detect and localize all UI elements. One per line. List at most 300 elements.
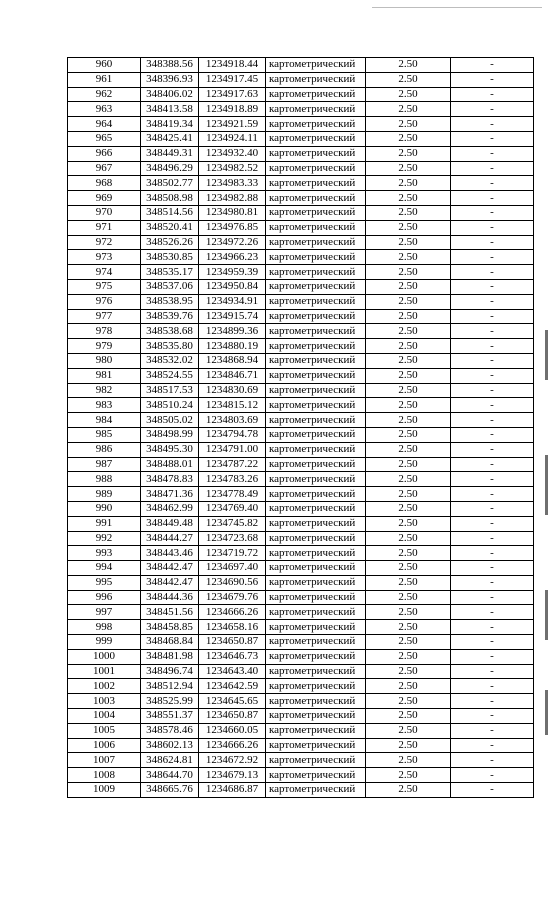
accuracy-cell: 2.50 [366, 709, 451, 724]
accuracy-cell: 2.50 [366, 442, 451, 457]
table-row [68, 220, 534, 235]
method-cell: картометрический [266, 605, 366, 620]
y-coordinate-cell: 1234783.26 [199, 472, 266, 487]
point-number-cell: 970 [68, 205, 141, 220]
point-number-cell: 988 [68, 472, 141, 487]
table-row [68, 427, 534, 442]
method-cell: картометрический [266, 679, 366, 694]
table-row [68, 353, 534, 368]
x-coordinate-cell: 348530.85 [141, 250, 199, 265]
table-body [68, 58, 534, 798]
top-rule [372, 7, 542, 8]
method-cell: картометрический [266, 472, 366, 487]
point-number-cell: 980 [68, 353, 141, 368]
accuracy-cell: 2.50 [366, 635, 451, 650]
x-coordinate-cell: 348525.99 [141, 694, 199, 709]
point-number-cell: 999 [68, 635, 141, 650]
point-number-cell: 1006 [68, 738, 141, 753]
y-coordinate-cell: 1234917.63 [199, 87, 266, 102]
description-cell: - [451, 649, 534, 664]
description-cell: - [451, 635, 534, 650]
accuracy-cell: 2.50 [366, 265, 451, 280]
point-number-cell: 1001 [68, 664, 141, 679]
table-row [68, 161, 534, 176]
accuracy-cell: 2.50 [366, 279, 451, 294]
x-coordinate-cell: 348496.74 [141, 664, 199, 679]
x-coordinate-cell: 348502.77 [141, 176, 199, 191]
y-coordinate-cell: 1234830.69 [199, 383, 266, 398]
method-cell: картометрический [266, 58, 366, 73]
method-cell: картометрический [266, 635, 366, 650]
accuracy-cell: 2.50 [366, 664, 451, 679]
method-cell: картометрический [266, 442, 366, 457]
description-cell: - [451, 353, 534, 368]
method-cell: картометрический [266, 294, 366, 309]
y-coordinate-cell: 1234815.12 [199, 398, 266, 413]
table-row [68, 87, 534, 102]
method-cell: картометрический [266, 102, 366, 117]
x-coordinate-cell: 348458.85 [141, 620, 199, 635]
description-cell: - [451, 738, 534, 753]
point-number-cell: 983 [68, 398, 141, 413]
x-coordinate-cell: 348512.94 [141, 679, 199, 694]
x-coordinate-cell: 348478.83 [141, 472, 199, 487]
method-cell: картометрический [266, 117, 366, 132]
description-cell: - [451, 620, 534, 635]
y-coordinate-cell: 1234846.71 [199, 368, 266, 383]
method-cell: картометрический [266, 649, 366, 664]
y-coordinate-cell: 1234642.59 [199, 679, 266, 694]
table-row [68, 664, 534, 679]
description-cell: - [451, 383, 534, 398]
description-cell: - [451, 546, 534, 561]
description-cell: - [451, 324, 534, 339]
x-coordinate-cell: 348537.06 [141, 279, 199, 294]
point-number-cell: 966 [68, 146, 141, 161]
accuracy-cell: 2.50 [366, 102, 451, 117]
y-coordinate-cell: 1234686.87 [199, 783, 266, 798]
table-row [68, 58, 534, 73]
x-coordinate-cell: 348578.46 [141, 723, 199, 738]
description-cell: - [451, 709, 534, 724]
description-cell: - [451, 427, 534, 442]
accuracy-cell: 2.50 [366, 117, 451, 132]
accuracy-cell: 2.50 [366, 738, 451, 753]
x-coordinate-cell: 348508.98 [141, 191, 199, 206]
description-cell: - [451, 753, 534, 768]
method-cell: картометрический [266, 709, 366, 724]
description-cell: - [451, 575, 534, 590]
y-coordinate-cell: 1234924.11 [199, 131, 266, 146]
method-cell: картометрический [266, 783, 366, 798]
method-cell: картометрический [266, 191, 366, 206]
x-coordinate-cell: 348602.13 [141, 738, 199, 753]
point-number-cell: 981 [68, 368, 141, 383]
description-cell: - [451, 58, 534, 73]
x-coordinate-cell: 348471.36 [141, 487, 199, 502]
table-row [68, 590, 534, 605]
y-coordinate-cell: 1234643.40 [199, 664, 266, 679]
point-number-cell: 960 [68, 58, 141, 73]
method-cell: картометрический [266, 546, 366, 561]
x-coordinate-cell: 348539.76 [141, 309, 199, 324]
table-row [68, 649, 534, 664]
accuracy-cell: 2.50 [366, 575, 451, 590]
description-cell: - [451, 561, 534, 576]
y-coordinate-cell: 1234915.74 [199, 309, 266, 324]
point-number-cell: 995 [68, 575, 141, 590]
point-number-cell: 987 [68, 457, 141, 472]
accuracy-cell: 2.50 [366, 205, 451, 220]
method-cell: картометрический [266, 353, 366, 368]
accuracy-cell: 2.50 [366, 250, 451, 265]
table-row [68, 487, 534, 502]
x-coordinate-cell: 348665.76 [141, 783, 199, 798]
description-cell: - [451, 131, 534, 146]
y-coordinate-cell: 1234778.49 [199, 487, 266, 502]
method-cell: картометрический [266, 501, 366, 516]
accuracy-cell: 2.50 [366, 309, 451, 324]
point-number-cell: 1004 [68, 709, 141, 724]
table-row [68, 102, 534, 117]
point-number-cell: 974 [68, 265, 141, 280]
accuracy-cell: 2.50 [366, 590, 451, 605]
y-coordinate-cell: 1234980.81 [199, 205, 266, 220]
table-row [68, 723, 534, 738]
method-cell: картометрический [266, 220, 366, 235]
x-coordinate-cell: 348442.47 [141, 561, 199, 576]
y-coordinate-cell: 1234690.56 [199, 575, 266, 590]
description-cell: - [451, 694, 534, 709]
point-number-cell: 992 [68, 531, 141, 546]
y-coordinate-cell: 1234918.89 [199, 102, 266, 117]
accuracy-cell: 2.50 [366, 546, 451, 561]
method-cell: картометрический [266, 131, 366, 146]
table-row [68, 279, 534, 294]
point-number-cell: 1000 [68, 649, 141, 664]
table-row [68, 709, 534, 724]
accuracy-cell: 2.50 [366, 649, 451, 664]
description-cell: - [451, 265, 534, 280]
x-coordinate-cell: 348538.68 [141, 324, 199, 339]
accuracy-cell: 2.50 [366, 324, 451, 339]
x-coordinate-cell: 348505.02 [141, 413, 199, 428]
x-coordinate-cell: 348419.34 [141, 117, 199, 132]
x-coordinate-cell: 348443.46 [141, 546, 199, 561]
x-coordinate-cell: 348388.56 [141, 58, 199, 73]
y-coordinate-cell: 1234719.72 [199, 546, 266, 561]
x-coordinate-cell: 348413.58 [141, 102, 199, 117]
accuracy-cell: 2.50 [366, 457, 451, 472]
x-coordinate-cell: 348644.70 [141, 768, 199, 783]
x-coordinate-cell: 348535.80 [141, 339, 199, 354]
table-row [68, 753, 534, 768]
y-coordinate-cell: 1234976.85 [199, 220, 266, 235]
x-coordinate-cell: 348488.01 [141, 457, 199, 472]
table-row [68, 575, 534, 590]
point-number-cell: 990 [68, 501, 141, 516]
x-coordinate-cell: 348444.36 [141, 590, 199, 605]
description-cell: - [451, 605, 534, 620]
accuracy-cell: 2.50 [366, 220, 451, 235]
x-coordinate-cell: 348517.53 [141, 383, 199, 398]
description-cell: - [451, 117, 534, 132]
point-number-cell: 985 [68, 427, 141, 442]
y-coordinate-cell: 1234791.00 [199, 442, 266, 457]
x-coordinate-cell: 348520.41 [141, 220, 199, 235]
point-number-cell: 962 [68, 87, 141, 102]
scan-edge-mark [545, 590, 548, 640]
x-coordinate-cell: 348498.99 [141, 427, 199, 442]
accuracy-cell: 2.50 [366, 768, 451, 783]
y-coordinate-cell: 1234787.22 [199, 457, 266, 472]
y-coordinate-cell: 1234983.33 [199, 176, 266, 191]
description-cell: - [451, 309, 534, 324]
description-cell: - [451, 531, 534, 546]
point-number-cell: 972 [68, 235, 141, 250]
table-row [68, 339, 534, 354]
x-coordinate-cell: 348532.02 [141, 353, 199, 368]
description-cell: - [451, 516, 534, 531]
accuracy-cell: 2.50 [366, 694, 451, 709]
table-row [68, 516, 534, 531]
x-coordinate-cell: 348449.31 [141, 146, 199, 161]
y-coordinate-cell: 1234880.19 [199, 339, 266, 354]
x-coordinate-cell: 348468.84 [141, 635, 199, 650]
x-coordinate-cell: 348624.81 [141, 753, 199, 768]
method-cell: картометрический [266, 72, 366, 87]
accuracy-cell: 2.50 [366, 531, 451, 546]
x-coordinate-cell: 348444.27 [141, 531, 199, 546]
y-coordinate-cell: 1234794.78 [199, 427, 266, 442]
y-coordinate-cell: 1234723.68 [199, 531, 266, 546]
y-coordinate-cell: 1234745.82 [199, 516, 266, 531]
table-row [68, 605, 534, 620]
accuracy-cell: 2.50 [366, 191, 451, 206]
point-number-cell: 973 [68, 250, 141, 265]
method-cell: картометрический [266, 383, 366, 398]
y-coordinate-cell: 1234650.87 [199, 635, 266, 650]
method-cell: картометрический [266, 664, 366, 679]
method-cell: картометрический [266, 87, 366, 102]
x-coordinate-cell: 348481.98 [141, 649, 199, 664]
table-row [68, 561, 534, 576]
point-number-cell: 971 [68, 220, 141, 235]
method-cell: картометрический [266, 575, 366, 590]
point-number-cell: 982 [68, 383, 141, 398]
method-cell: картометрический [266, 413, 366, 428]
description-cell: - [451, 176, 534, 191]
x-coordinate-cell: 348425.41 [141, 131, 199, 146]
x-coordinate-cell: 348526.26 [141, 235, 199, 250]
y-coordinate-cell: 1234803.69 [199, 413, 266, 428]
table-row [68, 531, 534, 546]
description-cell: - [451, 723, 534, 738]
method-cell: картометрический [266, 620, 366, 635]
y-coordinate-cell: 1234658.16 [199, 620, 266, 635]
description-cell: - [451, 457, 534, 472]
table-row [68, 368, 534, 383]
accuracy-cell: 2.50 [366, 753, 451, 768]
y-coordinate-cell: 1234650.87 [199, 709, 266, 724]
point-number-cell: 998 [68, 620, 141, 635]
table-row [68, 768, 534, 783]
method-cell: картометрический [266, 235, 366, 250]
table-row [68, 146, 534, 161]
x-coordinate-cell: 348524.55 [141, 368, 199, 383]
x-coordinate-cell: 348462.99 [141, 501, 199, 516]
method-cell: картометрический [266, 309, 366, 324]
point-number-cell: 1003 [68, 694, 141, 709]
table-row [68, 265, 534, 280]
accuracy-cell: 2.50 [366, 294, 451, 309]
point-number-cell: 984 [68, 413, 141, 428]
description-cell: - [451, 87, 534, 102]
method-cell: картометрический [266, 368, 366, 383]
x-coordinate-cell: 348495.30 [141, 442, 199, 457]
table-row [68, 738, 534, 753]
y-coordinate-cell: 1234666.26 [199, 605, 266, 620]
table-row [68, 309, 534, 324]
description-cell: - [451, 679, 534, 694]
table-row [68, 635, 534, 650]
table-row [68, 501, 534, 516]
method-cell: картометрический [266, 324, 366, 339]
method-cell: картометрический [266, 590, 366, 605]
table-row [68, 205, 534, 220]
method-cell: картометрический [266, 516, 366, 531]
table-row [68, 546, 534, 561]
y-coordinate-cell: 1234918.44 [199, 58, 266, 73]
scan-edge-mark [545, 690, 548, 735]
table-row [68, 72, 534, 87]
description-cell: - [451, 398, 534, 413]
point-number-cell: 964 [68, 117, 141, 132]
table-row [68, 117, 534, 132]
accuracy-cell: 2.50 [366, 620, 451, 635]
x-coordinate-cell: 348535.17 [141, 265, 199, 280]
y-coordinate-cell: 1234917.45 [199, 72, 266, 87]
description-cell: - [451, 279, 534, 294]
table-row [68, 176, 534, 191]
description-cell: - [451, 368, 534, 383]
description-cell: - [451, 235, 534, 250]
accuracy-cell: 2.50 [366, 176, 451, 191]
accuracy-cell: 2.50 [366, 368, 451, 383]
method-cell: картометрический [266, 339, 366, 354]
point-number-cell: 1002 [68, 679, 141, 694]
point-number-cell: 1007 [68, 753, 141, 768]
y-coordinate-cell: 1234666.26 [199, 738, 266, 753]
scan-edge-mark [545, 455, 548, 515]
description-cell: - [451, 72, 534, 87]
point-number-cell: 1009 [68, 783, 141, 798]
y-coordinate-cell: 1234932.40 [199, 146, 266, 161]
table-row [68, 620, 534, 635]
table-row [68, 457, 534, 472]
accuracy-cell: 2.50 [366, 605, 451, 620]
x-coordinate-cell: 348496.29 [141, 161, 199, 176]
accuracy-cell: 2.50 [366, 339, 451, 354]
x-coordinate-cell: 348538.95 [141, 294, 199, 309]
description-cell: - [451, 205, 534, 220]
method-cell: картометрический [266, 398, 366, 413]
method-cell: картометрический [266, 561, 366, 576]
table-row [68, 472, 534, 487]
point-number-cell: 969 [68, 191, 141, 206]
accuracy-cell: 2.50 [366, 783, 451, 798]
y-coordinate-cell: 1234934.91 [199, 294, 266, 309]
method-cell: картометрический [266, 176, 366, 191]
x-coordinate-cell: 348396.93 [141, 72, 199, 87]
point-number-cell: 979 [68, 339, 141, 354]
y-coordinate-cell: 1234660.05 [199, 723, 266, 738]
description-cell: - [451, 294, 534, 309]
accuracy-cell: 2.50 [366, 561, 451, 576]
accuracy-cell: 2.50 [366, 146, 451, 161]
method-cell: картометрический [266, 531, 366, 546]
point-number-cell: 965 [68, 131, 141, 146]
table-row [68, 294, 534, 309]
table-row [68, 191, 534, 206]
table-row [68, 442, 534, 457]
accuracy-cell: 2.50 [366, 427, 451, 442]
point-number-cell: 989 [68, 487, 141, 502]
description-cell: - [451, 102, 534, 117]
x-coordinate-cell: 348514.56 [141, 205, 199, 220]
point-number-cell: 963 [68, 102, 141, 117]
y-coordinate-cell: 1234679.13 [199, 768, 266, 783]
point-number-cell: 997 [68, 605, 141, 620]
method-cell: картометрический [266, 753, 366, 768]
table-row [68, 694, 534, 709]
point-number-cell: 993 [68, 546, 141, 561]
table-row [68, 235, 534, 250]
description-cell: - [451, 590, 534, 605]
method-cell: картометрический [266, 723, 366, 738]
description-cell: - [451, 501, 534, 516]
y-coordinate-cell: 1234672.92 [199, 753, 266, 768]
y-coordinate-cell: 1234950.84 [199, 279, 266, 294]
accuracy-cell: 2.50 [366, 72, 451, 87]
accuracy-cell: 2.50 [366, 472, 451, 487]
method-cell: картометрический [266, 161, 366, 176]
description-cell: - [451, 472, 534, 487]
table-row [68, 383, 534, 398]
point-number-cell: 996 [68, 590, 141, 605]
table-row [68, 679, 534, 694]
x-coordinate-cell: 348442.47 [141, 575, 199, 590]
description-cell: - [451, 487, 534, 502]
y-coordinate-cell: 1234646.73 [199, 649, 266, 664]
x-coordinate-cell: 348510.24 [141, 398, 199, 413]
table-row [68, 783, 534, 798]
accuracy-cell: 2.50 [366, 501, 451, 516]
point-number-cell: 994 [68, 561, 141, 576]
accuracy-cell: 2.50 [366, 235, 451, 250]
method-cell: картометрический [266, 250, 366, 265]
y-coordinate-cell: 1234697.40 [199, 561, 266, 576]
method-cell: картометрический [266, 487, 366, 502]
scan-edge-mark [545, 330, 548, 380]
description-cell: - [451, 161, 534, 176]
table-row [68, 131, 534, 146]
point-number-cell: 976 [68, 294, 141, 309]
accuracy-cell: 2.50 [366, 131, 451, 146]
accuracy-cell: 2.50 [366, 516, 451, 531]
description-cell: - [451, 146, 534, 161]
method-cell: картометрический [266, 205, 366, 220]
